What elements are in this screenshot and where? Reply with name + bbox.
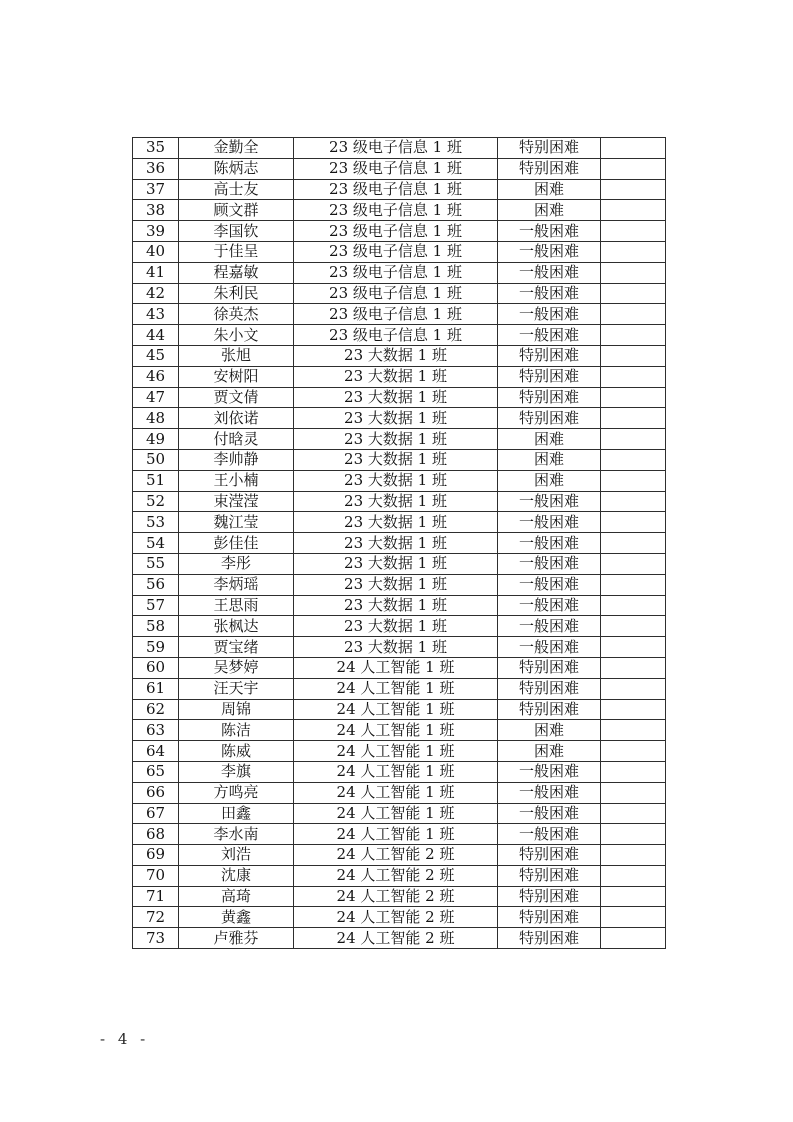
cell-class_name: 23 大数据 1 班 bbox=[294, 345, 498, 366]
cell-difficulty: 一般困难 bbox=[498, 533, 601, 554]
cell-number: 40 bbox=[133, 241, 179, 262]
cell-difficulty: 困难 bbox=[498, 429, 601, 450]
page-number: - 4 - bbox=[100, 1030, 150, 1048]
cell-number: 46 bbox=[133, 366, 179, 387]
cell-name: 王思雨 bbox=[179, 595, 294, 616]
cell-class_name: 24 人工智能 1 班 bbox=[294, 803, 498, 824]
cell-note bbox=[601, 678, 666, 699]
cell-number: 35 bbox=[133, 138, 179, 159]
cell-difficulty: 特别困难 bbox=[498, 886, 601, 907]
cell-name: 沈康 bbox=[179, 865, 294, 886]
cell-number: 56 bbox=[133, 574, 179, 595]
cell-note bbox=[601, 761, 666, 782]
cell-class_name: 24 人工智能 1 班 bbox=[294, 720, 498, 741]
table-row bbox=[133, 574, 666, 595]
table-row bbox=[133, 886, 666, 907]
cell-note bbox=[601, 845, 666, 866]
cell-difficulty: 一般困难 bbox=[498, 241, 601, 262]
cell-note bbox=[601, 907, 666, 928]
cell-name: 李旗 bbox=[179, 761, 294, 782]
table-row bbox=[133, 533, 666, 554]
cell-difficulty: 一般困难 bbox=[498, 262, 601, 283]
cell-difficulty: 一般困难 bbox=[498, 616, 601, 637]
cell-class_name: 23 级电子信息 1 班 bbox=[294, 179, 498, 200]
cell-note bbox=[601, 429, 666, 450]
table-row bbox=[133, 512, 666, 533]
cell-difficulty: 一般困难 bbox=[498, 595, 601, 616]
cell-number: 50 bbox=[133, 449, 179, 470]
cell-difficulty: 困难 bbox=[498, 449, 601, 470]
cell-name: 顾文群 bbox=[179, 200, 294, 221]
cell-class_name: 24 人工智能 2 班 bbox=[294, 865, 498, 886]
cell-difficulty: 特别困难 bbox=[498, 657, 601, 678]
table-row bbox=[133, 221, 666, 242]
cell-difficulty: 特别困难 bbox=[498, 865, 601, 886]
table-row bbox=[133, 657, 666, 678]
table-row bbox=[133, 803, 666, 824]
cell-name: 刘依诺 bbox=[179, 408, 294, 429]
cell-difficulty: 特别困难 bbox=[498, 387, 601, 408]
cell-difficulty: 一般困难 bbox=[498, 574, 601, 595]
cell-class_name: 23 级电子信息 1 班 bbox=[294, 200, 498, 221]
table-row bbox=[133, 907, 666, 928]
cell-class_name: 23 级电子信息 1 班 bbox=[294, 325, 498, 346]
cell-name: 李炳瑶 bbox=[179, 574, 294, 595]
cell-number: 39 bbox=[133, 221, 179, 242]
cell-number: 68 bbox=[133, 824, 179, 845]
cell-difficulty: 一般困难 bbox=[498, 553, 601, 574]
cell-class_name: 23 大数据 1 班 bbox=[294, 595, 498, 616]
cell-class_name: 23 级电子信息 1 班 bbox=[294, 262, 498, 283]
cell-name: 李水南 bbox=[179, 824, 294, 845]
cell-note bbox=[601, 741, 666, 762]
cell-difficulty: 困难 bbox=[498, 720, 601, 741]
cell-class_name: 23 大数据 1 班 bbox=[294, 491, 498, 512]
cell-note bbox=[601, 491, 666, 512]
cell-name: 田鑫 bbox=[179, 803, 294, 824]
cell-name: 程嘉敏 bbox=[179, 262, 294, 283]
cell-difficulty: 一般困难 bbox=[498, 491, 601, 512]
cell-note bbox=[601, 595, 666, 616]
cell-name: 吴梦婷 bbox=[179, 657, 294, 678]
cell-note bbox=[601, 262, 666, 283]
cell-number: 59 bbox=[133, 637, 179, 658]
cell-class_name: 24 人工智能 1 班 bbox=[294, 657, 498, 678]
cell-note bbox=[601, 449, 666, 470]
cell-class_name: 23 级电子信息 1 班 bbox=[294, 158, 498, 179]
cell-name: 朱利民 bbox=[179, 283, 294, 304]
cell-class_name: 24 人工智能 2 班 bbox=[294, 886, 498, 907]
cell-difficulty: 一般困难 bbox=[498, 221, 601, 242]
cell-class_name: 23 大数据 1 班 bbox=[294, 387, 498, 408]
cell-difficulty: 特别困难 bbox=[498, 158, 601, 179]
cell-number: 42 bbox=[133, 283, 179, 304]
table-row bbox=[133, 408, 666, 429]
cell-note bbox=[601, 283, 666, 304]
cell-difficulty: 特别困难 bbox=[498, 907, 601, 928]
cell-class_name: 23 大数据 1 班 bbox=[294, 533, 498, 554]
cell-note bbox=[601, 325, 666, 346]
cell-note bbox=[601, 865, 666, 886]
cell-name: 汪天宇 bbox=[179, 678, 294, 699]
cell-class_name: 24 人工智能 2 班 bbox=[294, 845, 498, 866]
cell-note bbox=[601, 574, 666, 595]
cell-number: 48 bbox=[133, 408, 179, 429]
cell-number: 69 bbox=[133, 845, 179, 866]
cell-name: 方鸣亮 bbox=[179, 782, 294, 803]
cell-class_name: 23 大数据 1 班 bbox=[294, 637, 498, 658]
cell-name: 朱小文 bbox=[179, 325, 294, 346]
cell-note bbox=[601, 512, 666, 533]
cell-note bbox=[601, 158, 666, 179]
cell-difficulty: 一般困难 bbox=[498, 782, 601, 803]
table-row bbox=[133, 241, 666, 262]
cell-number: 54 bbox=[133, 533, 179, 554]
cell-name: 黄鑫 bbox=[179, 907, 294, 928]
cell-number: 38 bbox=[133, 200, 179, 221]
cell-number: 61 bbox=[133, 678, 179, 699]
table-row bbox=[133, 200, 666, 221]
cell-number: 73 bbox=[133, 928, 179, 949]
table-row bbox=[133, 262, 666, 283]
cell-number: 57 bbox=[133, 595, 179, 616]
cell-difficulty: 一般困难 bbox=[498, 283, 601, 304]
cell-note bbox=[601, 200, 666, 221]
cell-note bbox=[601, 928, 666, 949]
cell-class_name: 24 人工智能 1 班 bbox=[294, 782, 498, 803]
cell-number: 45 bbox=[133, 345, 179, 366]
cell-difficulty: 一般困难 bbox=[498, 512, 601, 533]
table-row bbox=[133, 325, 666, 346]
table-row bbox=[133, 304, 666, 325]
cell-difficulty: 特别困难 bbox=[498, 345, 601, 366]
cell-class_name: 23 级电子信息 1 班 bbox=[294, 138, 498, 159]
cell-difficulty: 一般困难 bbox=[498, 803, 601, 824]
cell-name: 贾宝绪 bbox=[179, 637, 294, 658]
cell-class_name: 24 人工智能 1 班 bbox=[294, 699, 498, 720]
cell-difficulty: 特别困难 bbox=[498, 408, 601, 429]
cell-name: 李国钦 bbox=[179, 221, 294, 242]
cell-class_name: 23 大数据 1 班 bbox=[294, 553, 498, 574]
cell-name: 于佳呈 bbox=[179, 241, 294, 262]
cell-number: 41 bbox=[133, 262, 179, 283]
cell-number: 71 bbox=[133, 886, 179, 907]
cell-difficulty: 一般困难 bbox=[498, 637, 601, 658]
cell-note bbox=[601, 616, 666, 637]
cell-difficulty: 困难 bbox=[498, 200, 601, 221]
student-table-body bbox=[133, 138, 666, 949]
cell-difficulty: 一般困难 bbox=[498, 761, 601, 782]
cell-difficulty: 困难 bbox=[498, 741, 601, 762]
cell-name: 陈洁 bbox=[179, 720, 294, 741]
cell-difficulty: 一般困难 bbox=[498, 325, 601, 346]
cell-name: 彭佳佳 bbox=[179, 533, 294, 554]
cell-note bbox=[601, 345, 666, 366]
cell-note bbox=[601, 824, 666, 845]
cell-class_name: 24 人工智能 2 班 bbox=[294, 928, 498, 949]
cell-note bbox=[601, 304, 666, 325]
table-row bbox=[133, 283, 666, 304]
cell-class_name: 24 人工智能 1 班 bbox=[294, 678, 498, 699]
cell-number: 43 bbox=[133, 304, 179, 325]
table-row bbox=[133, 824, 666, 845]
cell-name: 刘浩 bbox=[179, 845, 294, 866]
cell-note bbox=[601, 782, 666, 803]
cell-class_name: 24 人工智能 1 班 bbox=[294, 761, 498, 782]
cell-name: 徐英杰 bbox=[179, 304, 294, 325]
cell-name: 陈炳志 bbox=[179, 158, 294, 179]
cell-difficulty: 特别困难 bbox=[498, 366, 601, 387]
cell-name: 张枫达 bbox=[179, 616, 294, 637]
table-row bbox=[133, 845, 666, 866]
table-row bbox=[133, 491, 666, 512]
cell-name: 周锦 bbox=[179, 699, 294, 720]
table-row bbox=[133, 928, 666, 949]
cell-number: 63 bbox=[133, 720, 179, 741]
table-row bbox=[133, 782, 666, 803]
cell-number: 36 bbox=[133, 158, 179, 179]
table-row bbox=[133, 761, 666, 782]
cell-number: 62 bbox=[133, 699, 179, 720]
cell-class_name: 23 大数据 1 班 bbox=[294, 512, 498, 533]
table-row bbox=[133, 366, 666, 387]
cell-number: 58 bbox=[133, 616, 179, 637]
cell-note bbox=[601, 553, 666, 574]
cell-name: 李帅静 bbox=[179, 449, 294, 470]
cell-difficulty: 一般困难 bbox=[498, 824, 601, 845]
cell-difficulty: 一般困难 bbox=[498, 304, 601, 325]
cell-number: 47 bbox=[133, 387, 179, 408]
cell-difficulty: 困难 bbox=[498, 470, 601, 491]
cell-difficulty: 特别困难 bbox=[498, 928, 601, 949]
cell-note bbox=[601, 366, 666, 387]
cell-number: 70 bbox=[133, 865, 179, 886]
table-row bbox=[133, 449, 666, 470]
table-row bbox=[133, 179, 666, 200]
cell-number: 65 bbox=[133, 761, 179, 782]
cell-name: 金勤全 bbox=[179, 138, 294, 159]
cell-name: 束滢滢 bbox=[179, 491, 294, 512]
cell-difficulty: 特别困难 bbox=[498, 699, 601, 720]
cell-note bbox=[601, 221, 666, 242]
cell-name: 安树阳 bbox=[179, 366, 294, 387]
cell-number: 64 bbox=[133, 741, 179, 762]
cell-note bbox=[601, 387, 666, 408]
cell-class_name: 23 大数据 1 班 bbox=[294, 366, 498, 387]
cell-number: 60 bbox=[133, 657, 179, 678]
cell-note bbox=[601, 408, 666, 429]
cell-class_name: 23 级电子信息 1 班 bbox=[294, 283, 498, 304]
table-row bbox=[133, 470, 666, 491]
cell-number: 53 bbox=[133, 512, 179, 533]
cell-name: 魏江莹 bbox=[179, 512, 294, 533]
cell-name: 付晗灵 bbox=[179, 429, 294, 450]
cell-number: 72 bbox=[133, 907, 179, 928]
cell-number: 67 bbox=[133, 803, 179, 824]
cell-difficulty: 特别困难 bbox=[498, 678, 601, 699]
cell-number: 51 bbox=[133, 470, 179, 491]
cell-class_name: 23 级电子信息 1 班 bbox=[294, 241, 498, 262]
cell-name: 陈威 bbox=[179, 741, 294, 762]
cell-note bbox=[601, 138, 666, 159]
table-row bbox=[133, 616, 666, 637]
cell-note bbox=[601, 179, 666, 200]
table-row bbox=[133, 741, 666, 762]
cell-name: 贾文倩 bbox=[179, 387, 294, 408]
cell-note bbox=[601, 637, 666, 658]
cell-difficulty: 困难 bbox=[498, 179, 601, 200]
table-row bbox=[133, 595, 666, 616]
table-row bbox=[133, 720, 666, 741]
cell-class_name: 23 级电子信息 1 班 bbox=[294, 304, 498, 325]
cell-note bbox=[601, 657, 666, 678]
table-row bbox=[133, 865, 666, 886]
cell-note bbox=[601, 470, 666, 491]
cell-number: 52 bbox=[133, 491, 179, 512]
table-row bbox=[133, 387, 666, 408]
table-row bbox=[133, 429, 666, 450]
cell-name: 李彤 bbox=[179, 553, 294, 574]
table-row bbox=[133, 138, 666, 159]
cell-number: 37 bbox=[133, 179, 179, 200]
cell-name: 卢雅芬 bbox=[179, 928, 294, 949]
cell-name: 张旭 bbox=[179, 345, 294, 366]
cell-note bbox=[601, 533, 666, 554]
table-row bbox=[133, 699, 666, 720]
cell-class_name: 23 大数据 1 班 bbox=[294, 408, 498, 429]
cell-number: 55 bbox=[133, 553, 179, 574]
table-row bbox=[133, 158, 666, 179]
cell-name: 高琦 bbox=[179, 886, 294, 907]
cell-class_name: 23 大数据 1 班 bbox=[294, 574, 498, 595]
table-row bbox=[133, 678, 666, 699]
cell-class_name: 24 人工智能 1 班 bbox=[294, 824, 498, 845]
cell-class_name: 23 大数据 1 班 bbox=[294, 470, 498, 491]
cell-name: 王小楠 bbox=[179, 470, 294, 491]
student-roster-table bbox=[132, 137, 666, 949]
cell-note bbox=[601, 803, 666, 824]
cell-note bbox=[601, 886, 666, 907]
table-row bbox=[133, 345, 666, 366]
cell-class_name: 24 人工智能 2 班 bbox=[294, 907, 498, 928]
cell-class_name: 23 大数据 1 班 bbox=[294, 616, 498, 637]
cell-note bbox=[601, 720, 666, 741]
cell-difficulty: 特别困难 bbox=[498, 845, 601, 866]
cell-number: 49 bbox=[133, 429, 179, 450]
cell-class_name: 24 人工智能 1 班 bbox=[294, 741, 498, 762]
cell-difficulty: 特别困难 bbox=[498, 138, 601, 159]
table-row bbox=[133, 637, 666, 658]
cell-name: 高士友 bbox=[179, 179, 294, 200]
cell-note bbox=[601, 699, 666, 720]
cell-number: 66 bbox=[133, 782, 179, 803]
cell-note bbox=[601, 241, 666, 262]
cell-number: 44 bbox=[133, 325, 179, 346]
cell-class_name: 23 级电子信息 1 班 bbox=[294, 221, 498, 242]
cell-class_name: 23 大数据 1 班 bbox=[294, 449, 498, 470]
table-row bbox=[133, 553, 666, 574]
cell-class_name: 23 大数据 1 班 bbox=[294, 429, 498, 450]
